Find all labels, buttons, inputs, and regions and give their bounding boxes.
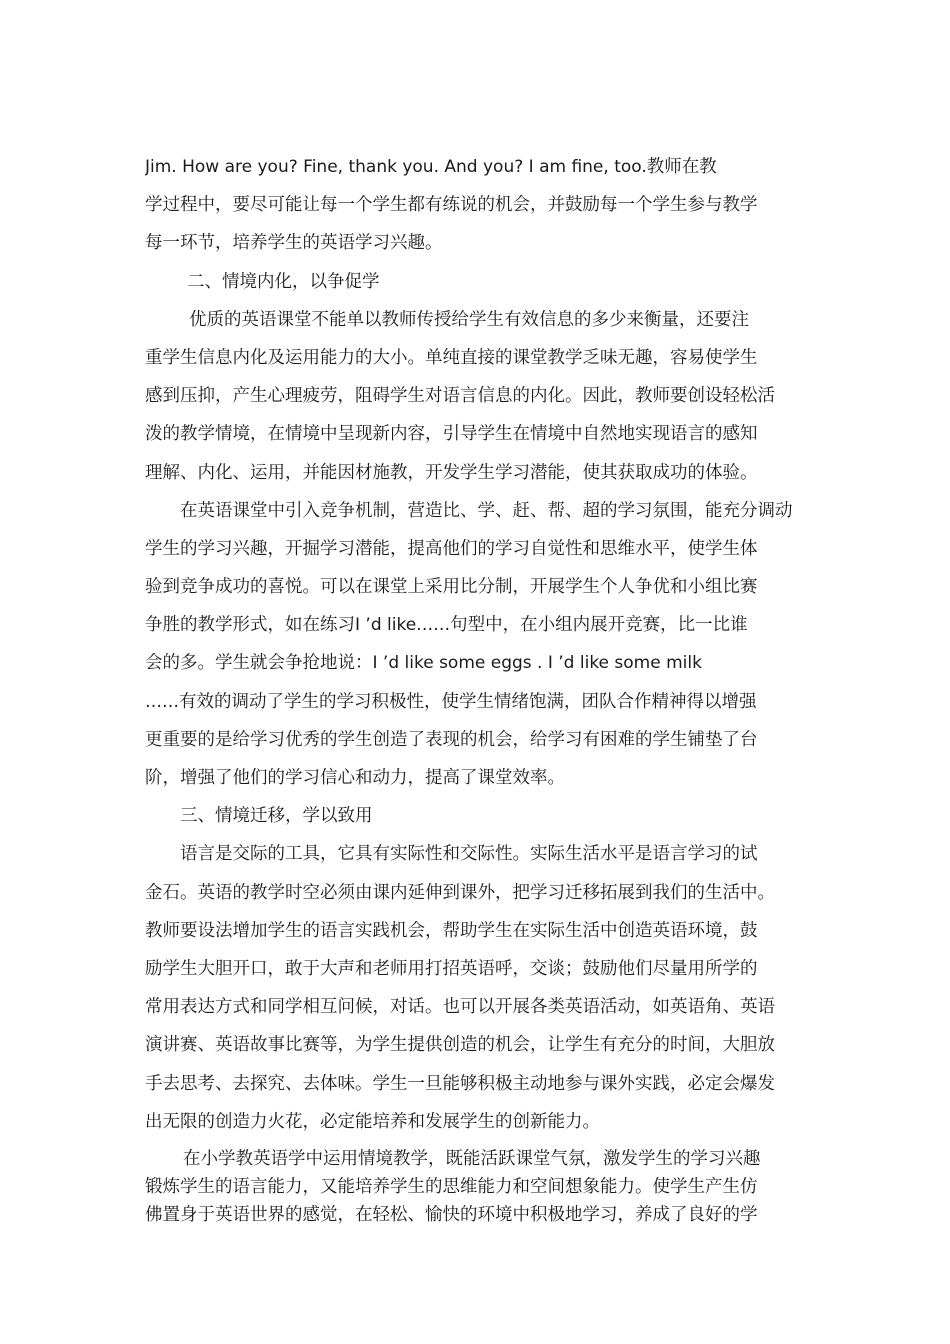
paragraph-1-line-2: 学过程中，要尽可能让每一个学生都有练说的机会，并鼓励每一个学生参与教学: [145, 195, 758, 216]
section-heading-3: 三、情境迁移，学以致用: [180, 806, 373, 827]
paragraph-5-line-3: 佛置身于英语世界的感觉，在轻松、愉快的环境中积极地学习，养成了良好的学: [145, 1204, 758, 1225]
paragraph-3-line-4-text-c: 句型中，在小组内展开竞赛，比一比谁: [450, 615, 748, 636]
paragraph-4-line-7: 手去思考、去探究、去体味。学生一旦能够积极主动地参与课外实践，必定会爆发: [145, 1073, 775, 1094]
example-sentences: I ’d like some eggs . I ’d like some milk: [372, 653, 702, 674]
paragraph-5-line-2: 锻炼学生的语言能力，又能培养学生的思维能力和空间想象能力。使学生产生仿: [145, 1176, 758, 1197]
sentence-pattern: I ’d like……: [355, 615, 451, 636]
paragraph-4-line-2: 金石。英语的教学时空必须由课内延伸到课外，把学习迁移拓展到我们的生活中。: [145, 882, 775, 903]
paragraph-5: [145, 1145, 815, 1229]
section-heading-2: 二、情境内化，以争促学: [187, 271, 380, 292]
paragraph-4-line-6: 演讲赛、英语故事比赛等，为学生提供创造的机会，让学生有充分的时间，大胆放: [145, 1035, 775, 1056]
english-dialogue: Jim. How are you? Fine, thank you. And you? I am fine, too.: [145, 157, 647, 177]
paragraph-4-line-1: 语言是交际的工具，它具有实际性和交际性。实际生活水平是语言学习的试: [180, 844, 758, 865]
paragraph-3-line-8: 阶，增强了他们的学习信心和动力，提高了课堂效率。: [145, 768, 565, 788]
paragraph-3-line-5-text-a: 会的多。学生就会争抢地说：: [145, 653, 373, 674]
paragraph-2-line-5: 理解、内化、运用，并能因材施教，开发学生学习潜能，使其获取成功的体验。: [145, 462, 758, 483]
paragraph-3-line-1: 在英语课堂中引入竞争机制，营造比、学、赶、帮、超的学习氛围，能充分调动: [180, 500, 793, 521]
paragraph-2-line-1: 优质的英语课堂不能单以教师传授给学生有效信息的多少来衡量，还要注: [189, 309, 749, 330]
paragraph-3-line-4-text-a: 争胜的教学形式，如在练习: [145, 615, 355, 636]
paragraph-3-line-4: [145, 606, 815, 644]
paragraph-3-line-7: 更重要的是给学习优秀的学生创造了表现的机会，给学习有困难的学生铺垫了台: [145, 729, 758, 750]
paragraph-4-line-8: 出无限的创造力火花，必定能培养和发展学生的创新能力。: [145, 1111, 600, 1132]
paragraph-2-line-3: 感到压抑，产生心理疲劳，阻碍学生对语言信息的内化。因此，教师要创设轻松活: [145, 386, 775, 407]
document-page: [145, 148, 815, 1229]
paragraph-4-line-5: 常用表达方式和同学相互问候，对话。也可以开展各类英语活动，如英语角、英语: [145, 997, 775, 1018]
ellipsis: ……: [145, 691, 179, 712]
paragraph-3-line-6-text: 有效的调动了学生的学习积极性，使学生情绪饱满，团队合作精神得以增强: [179, 691, 757, 712]
paragraph-1-line-1: [145, 148, 815, 186]
paragraph-5-line-1: 在小学教英语学中运用情境教学，既能活跃课堂气氛，激发学生的学习兴趣: [183, 1148, 761, 1169]
paragraph-3-line-5: [145, 644, 815, 682]
paragraph-3-line-6: [145, 683, 815, 721]
paragraph-4-line-4: 励学生大胆开口，敢于大声和老师用打招英语呼，交谈；鼓励他们尽量用所学的: [145, 958, 758, 979]
paragraph-4-line-3: 教师要设法增加学生的语言实践机会，帮助学生在实际生活中创造英语环境，鼓: [145, 920, 758, 941]
paragraph-1-line-1-text: 教师在教: [646, 157, 717, 177]
paragraph-3-line-2: 学生的学习兴趣，开掘学习潜能，提高他们的学习自觉性和思维水平，使学生体: [145, 538, 758, 559]
paragraph-2-line-4: 泼的教学情境，在情境中呈现新内容，引导学生在情境中自然地实现语言的感知: [145, 424, 758, 445]
paragraph-2-line-2: 重学生信息内化及运用能力的大小。单纯直接的课堂教学乏味无趣，容易使学生: [145, 347, 758, 368]
paragraph-3-line-3: 验到竞争成功的喜悦。可以在课堂上采用比分制，开展学生个人争优和小组比赛: [145, 577, 758, 598]
paragraph-1-line-3: 每一环节，培养学生的英语学习兴趣。: [145, 233, 443, 254]
